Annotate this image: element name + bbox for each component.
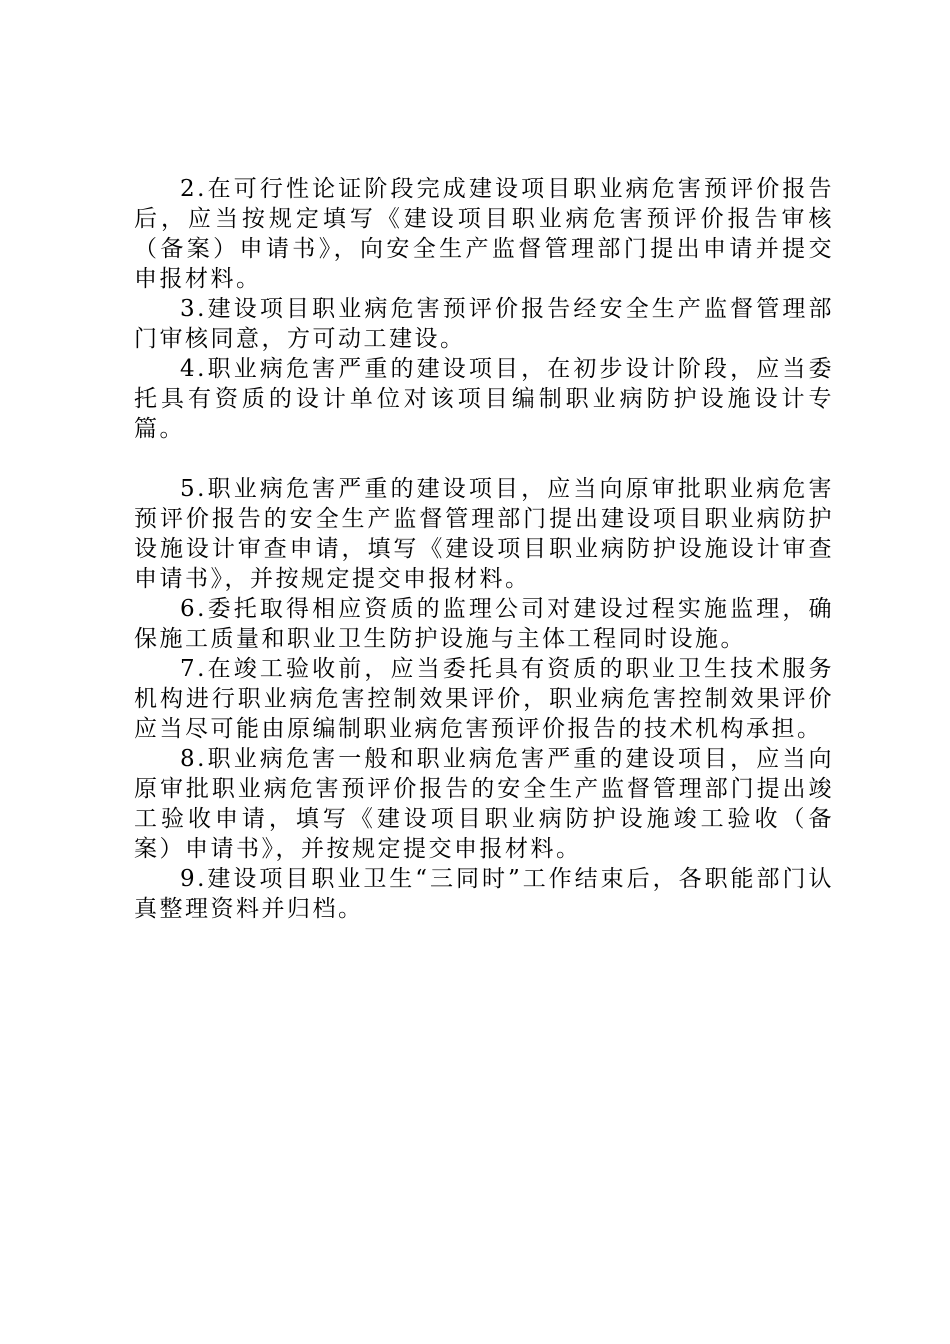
paragraph-item-8: 8.职业病危害一般和职业病危害严重的建设项目，应当向原审批职业病危害预评价报告的安全生产监督管理部门提出竣工验收申请，填写《建设项目职业病防护设施竣工验收（备案）申请书》，并按规定提交申报材料。	[134, 746, 834, 862]
paragraph-item-5: 5.职业病危害严重的建设项目，应当向原审批职业病危害预评价报告的安全生产监督管理部门提出建设项目职业病防护设施设计审查申请，填写《建设项目职业病防护设施设计审查申请书》，并按规定提交申报材料。	[134, 476, 834, 592]
paragraph-item-2: 2.在可行性论证阶段完成建设项目职业病危害预评价报告后，应当按规定填写《建设项目职业病危害预评价报告审核（备案）申请书》，向安全生产监督管理部门提出申请并提交申报材料。	[134, 176, 834, 292]
paragraph-item-3: 3.建设项目职业病危害预评价报告经安全生产监督管理部门审核同意，方可动工建设。	[134, 296, 834, 352]
document-body	[134, 174, 834, 924]
paragraph-item-6: 6.委托取得相应资质的监理公司对建设过程实施监理，确保施工质量和职业卫生防护设施与主体工程同时设施。	[134, 596, 834, 652]
paragraph-item-9: 9.建设项目职业卫生“三同时”工作结束后，各职能部门认真整理资料并归档。	[134, 866, 834, 922]
paragraph-item-4: 4.职业病危害严重的建设项目，在初步设计阶段，应当委托具有资质的设计单位对该项目编制职业病防护设施设计专篇。	[134, 356, 834, 442]
paragraph-item-7: 7.在竣工验收前，应当委托具有资质的职业卫生技术服务机构进行职业病危害控制效果评价，职业病危害控制效果评价应当尽可能由原编制职业病危害预评价报告的技术机构承担。	[134, 656, 834, 742]
